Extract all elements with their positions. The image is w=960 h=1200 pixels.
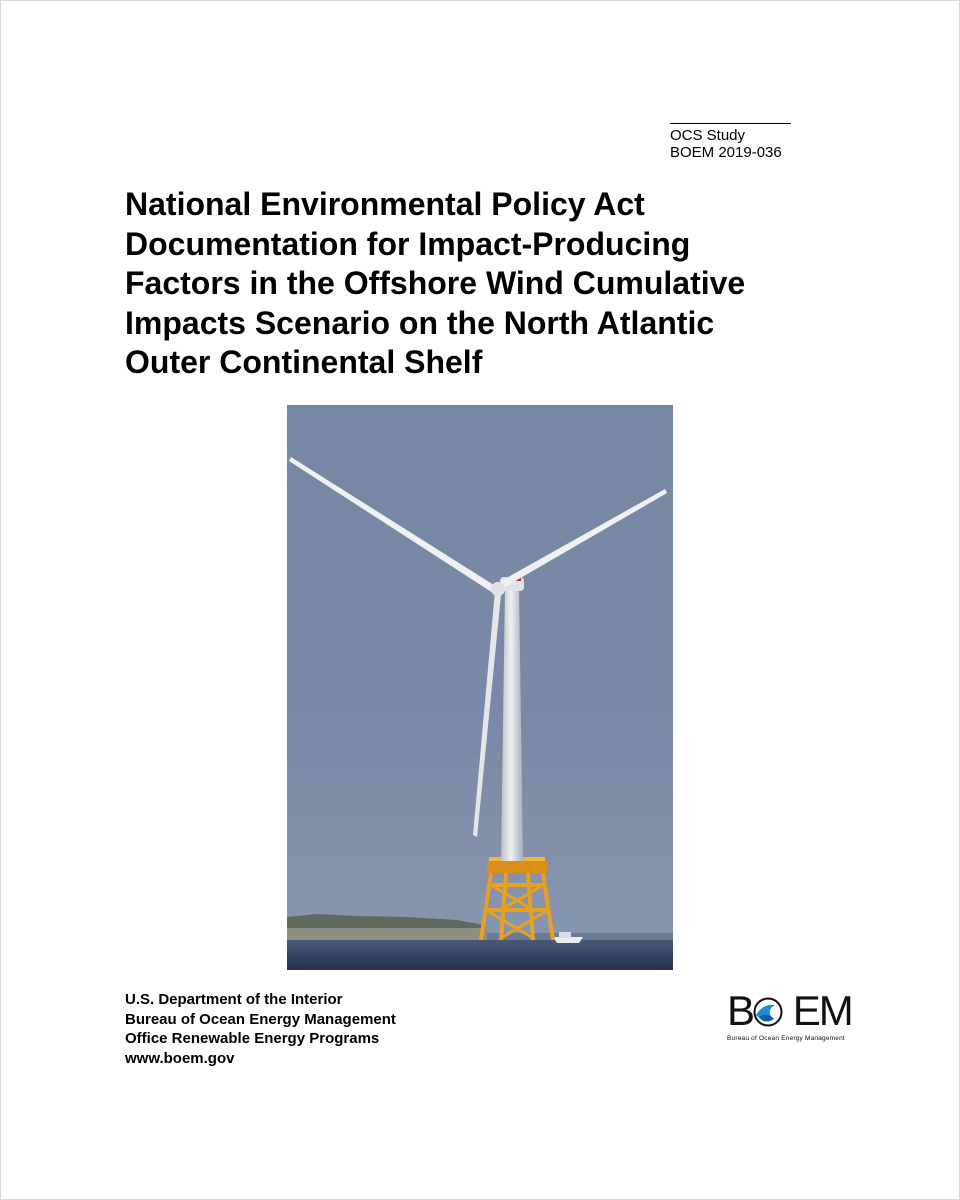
title-line-3: Factors in the Offshore Wind Cumulative	[125, 265, 746, 301]
ocean-wave-icon	[753, 995, 783, 1027]
title-line-4: Impacts Scenario on the North Atlantic	[125, 304, 715, 341]
boem-logo	[727, 987, 852, 1045]
wordmark-letters-em: EM	[792, 987, 852, 1034]
boat-cabin	[559, 932, 571, 938]
agency-website-link[interactable]: www.boem.gov	[125, 1049, 235, 1067]
study-rule	[670, 123, 791, 124]
study-identifier	[670, 123, 830, 161]
agency-bureau: Bureau of Ocean Energy Management	[125, 1010, 396, 1028]
foundation-platform	[487, 861, 547, 873]
wordmark-letter-b: B	[727, 987, 754, 1034]
agency-department: U.S. Department of the Interior	[125, 991, 343, 1008]
sky	[287, 405, 673, 970]
agency-office: Office Renewable Energy Programs	[125, 1030, 380, 1047]
boem-logo-subtitle: Bureau of Ocean Energy Management	[727, 1035, 845, 1042]
study-series: OCS Study	[670, 127, 746, 144]
sea	[287, 940, 673, 970]
title-line-2: Documentation for Impact-Producing	[125, 225, 691, 262]
document-title	[125, 185, 885, 383]
cover-photo-wind-turbine	[287, 405, 673, 970]
wind-turbine-illustration	[287, 405, 673, 970]
study-number: BOEM 2019-036	[670, 144, 782, 161]
boem-wordmark	[727, 987, 852, 1034]
title-line-5: Outer Continental Shelf	[125, 344, 483, 380]
turbine-hub	[491, 582, 505, 596]
title-line-1: National Environmental Policy Act	[125, 186, 645, 222]
agency-info	[125, 990, 545, 1068]
